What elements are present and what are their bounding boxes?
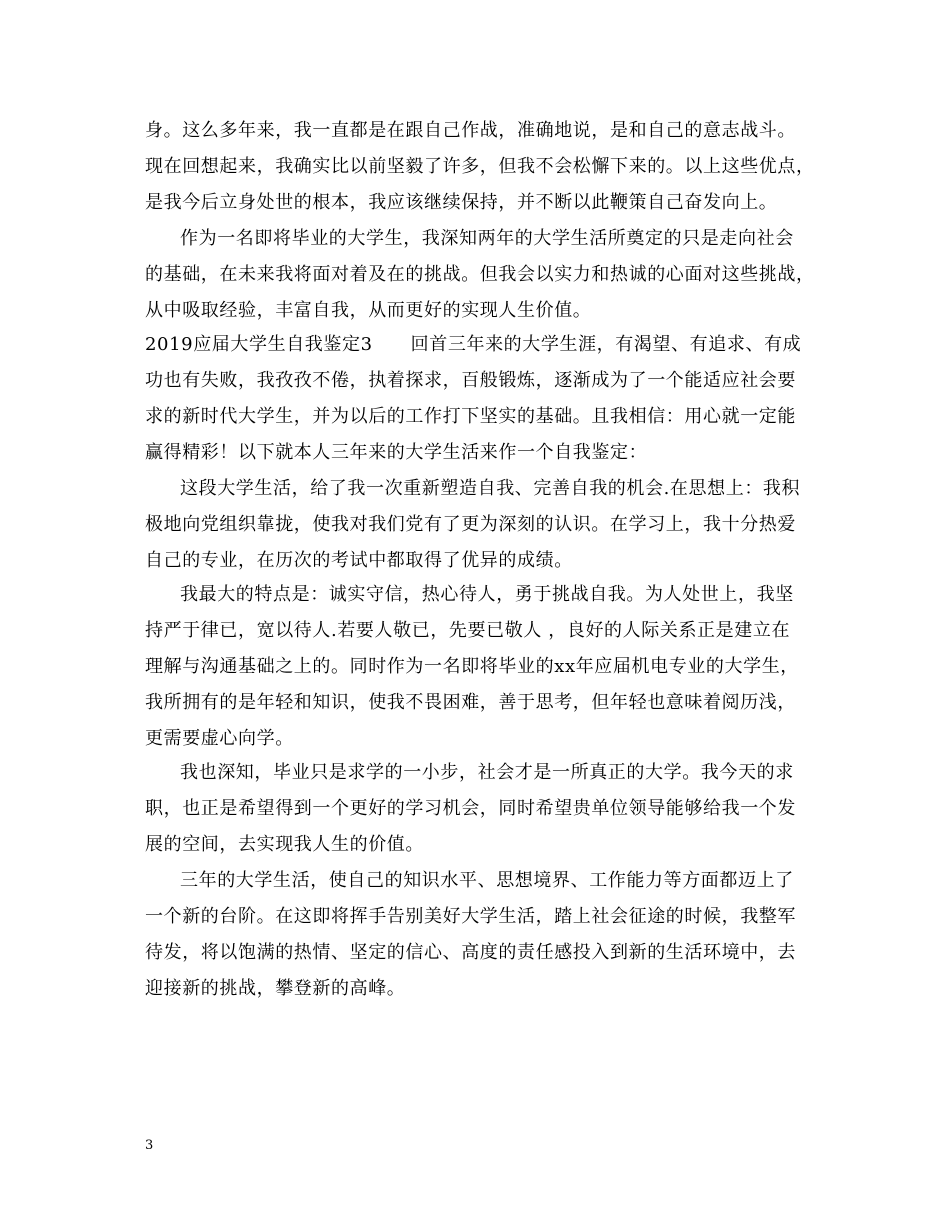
page-number: 3 bbox=[145, 1138, 154, 1153]
text-line: 自己的专业，在历次的考试中都取得了优异的成绩。 bbox=[145, 550, 573, 571]
text-line: 三年的大学生活，使自己的知识水平、思想境界、工作能力等方面都迈上了 bbox=[180, 870, 794, 891]
text-line: 待发，将以饱满的热情、坚定的信心、高度的责任感投入到新的生活环境中，去 bbox=[145, 942, 796, 963]
text-line: 展的空间，去实现我人生的价值。 bbox=[145, 834, 424, 855]
section-heading: 2019应届大学生自我鉴定3 bbox=[145, 334, 373, 355]
text-line: 极地向党组织靠拢，使我对我们党有了更为深刻的认识。在学习上，我十分热爱 bbox=[145, 514, 796, 535]
text-line: 的基础，在未来我将面对着及在的挑战。但我会以实力和热诚的心面对这些挑战， bbox=[145, 264, 815, 285]
text-line: 从中吸取经验，丰富自我，从而更好的实现人生价值。 bbox=[145, 300, 592, 321]
text-line: 职，也正是希望得到一个更好的学习机会，同时希望贵单位领导能够给我一个发 bbox=[145, 798, 796, 819]
text-line: 持严于律已，宽以待人.若要人敬已，先要已敬人 ，良好的人际关系正是建立在 bbox=[145, 620, 791, 641]
text-line: 我所拥有的是年轻和知识，使我不畏困难，善于思考，但年轻也意味着阅历浅， bbox=[145, 692, 796, 713]
text-line: 我最大的特点是：诚实守信，热心待人，勇于挑战自我。为人处世上，我坚 bbox=[180, 584, 794, 605]
text-line: 更需要虚心向学。 bbox=[145, 728, 294, 749]
text-line: 赢得精彩！以下就本人三年来的大学生活来作一个自我鉴定： bbox=[145, 442, 648, 463]
text-line: 我也深知，毕业只是求学的一小步，社会才是一所真正的大学。我今天的求 bbox=[180, 762, 794, 783]
text-line: 现在回想起来，我确实比以前坚毅了许多，但我不会松懈下来的。以上这些优点， bbox=[145, 156, 815, 177]
text-line: 是我今后立身处世的根本，我应该继续保持，并不断以此鞭策自己奋发向上。 bbox=[145, 192, 778, 213]
text-line: 迎接新的挑战，攀登新的高峰。 bbox=[145, 978, 406, 999]
text-line: 理解与沟通基础之上的。同时作为一名即将毕业的xx年应届机电专业的大学生， bbox=[145, 656, 799, 677]
text-line: 求的新时代大学生，并为以后的工作打下坚实的基础。且我相信：用心就一定能 bbox=[145, 406, 796, 427]
section-heading-line bbox=[145, 334, 801, 356]
text-line: 作为一名即将毕业的大学生，我深知两年的大学生活所奠定的只是走向社会 bbox=[180, 228, 794, 249]
text-line: 功也有失败，我孜孜不倦，执着探求，百般锻炼，逐渐成为了一个能适应社会要 bbox=[145, 370, 796, 391]
text-line: 一个新的台阶。在这即将挥手告别美好大学生活，踏上社会征途的时候，我整军 bbox=[145, 906, 796, 927]
text-line: 身。这么多年来，我一直都是在跟自己作战，准确地说，是和自己的意志战斗。 bbox=[145, 120, 796, 141]
text-line: 回首三年来的大学生涯，有渴望、有追求、有成 bbox=[410, 334, 802, 355]
text-line: 这段大学生活，给了我一次重新塑造自我、完善自我的机会.在思想上：我积 bbox=[180, 478, 801, 499]
